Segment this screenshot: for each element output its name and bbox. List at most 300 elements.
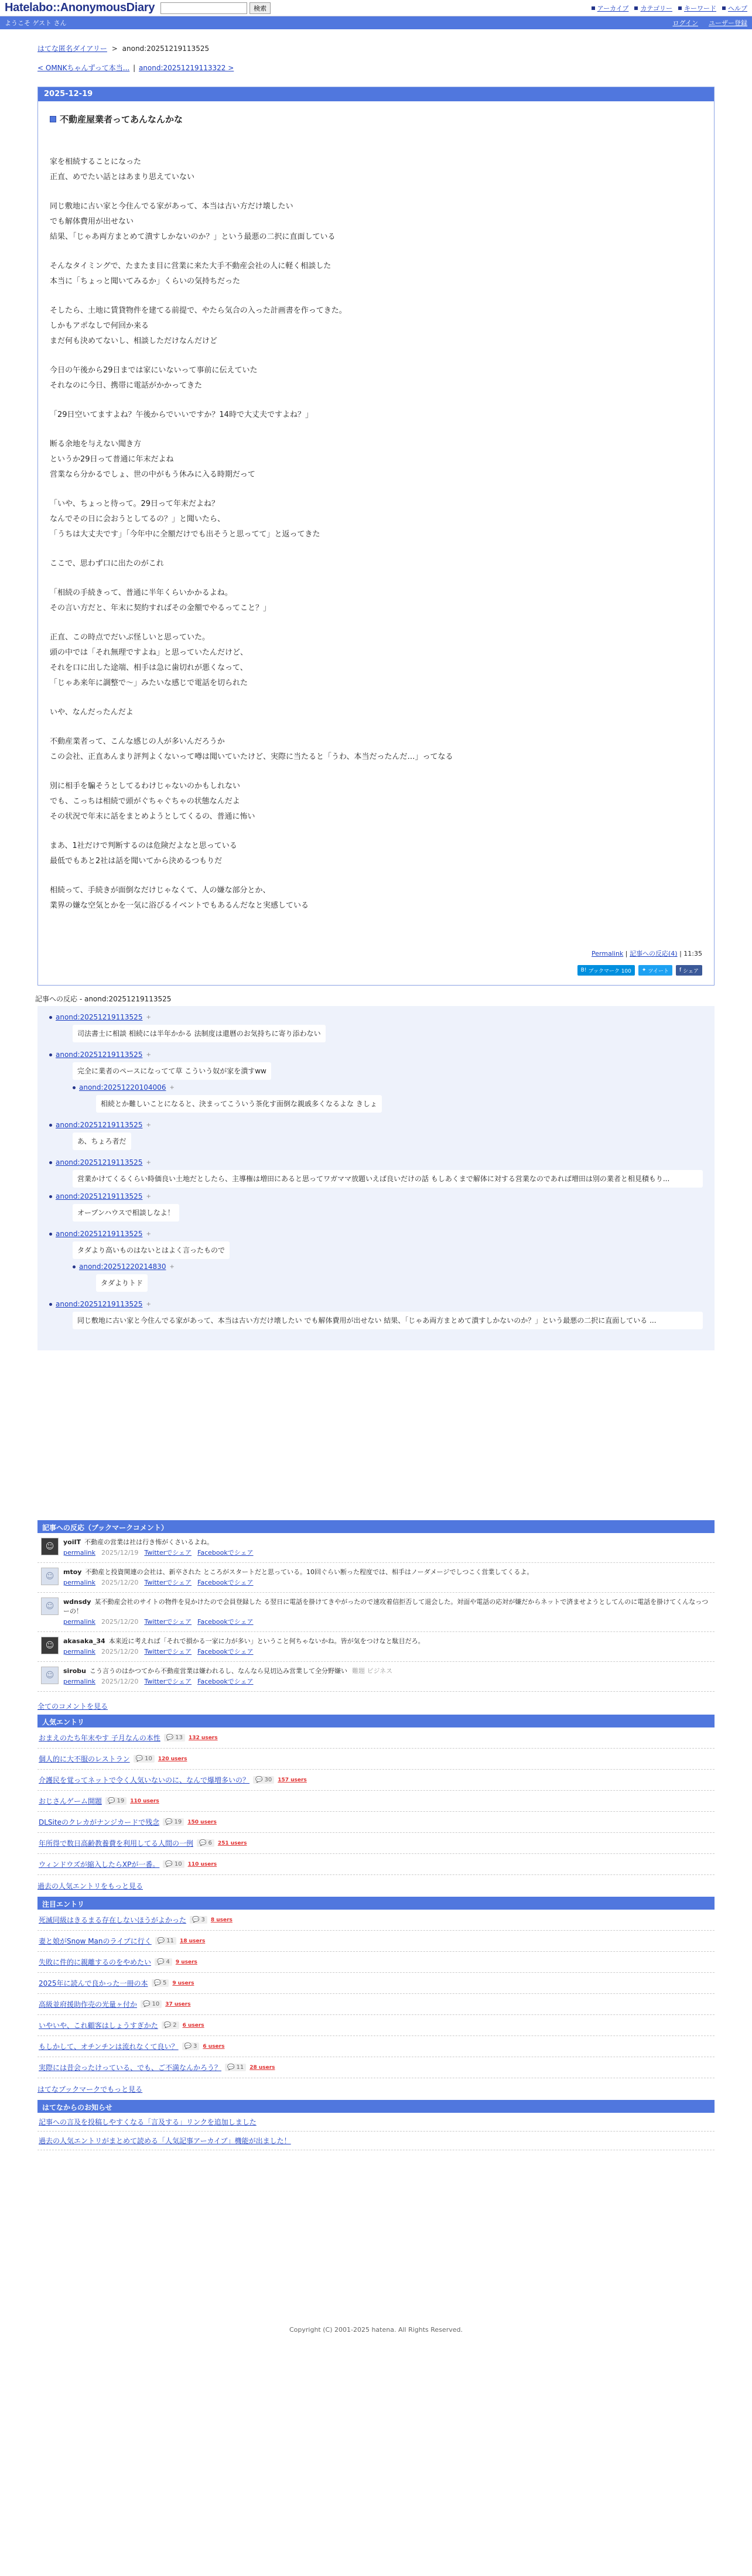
reaction-head	[73, 1083, 703, 1092]
comment-icon: 💬	[165, 1861, 173, 1867]
bookmark-content	[63, 1597, 711, 1627]
facebook-share-button[interactable]: f シェア	[676, 965, 702, 976]
bullet-icon	[49, 1053, 52, 1056]
article-line: 別に相手を騙そうとしてるわけじゃないのかもしれない	[50, 782, 241, 791]
bookmark-comment	[37, 1533, 715, 1563]
plus-icon[interactable]: +	[169, 1263, 175, 1270]
copyright: Copyright (C) 2001-2025 hatena. All Rights Reserved.	[289, 2326, 463, 2334]
article-paragraph	[50, 497, 702, 542]
notable-more-link[interactable]: はてなブックマークでもっと見る	[37, 2085, 143, 2093]
bullet-icon	[49, 1195, 52, 1198]
users-count-badge[interactable]: 28 users	[249, 2064, 275, 2071]
entry-title-link[interactable]: 死滅同級はきるまる存在しないほうがよかった	[39, 1916, 187, 1924]
bookmark-line	[63, 1637, 425, 1646]
users-count-badge[interactable]: 150 users	[187, 1819, 217, 1825]
notice-item	[37, 2113, 715, 2132]
comment-count-badge[interactable]	[141, 2000, 162, 2008]
users-count-badge[interactable]: 110 users	[187, 1861, 217, 1867]
popular-more-link[interactable]: 過去の人気エントリをもっと見る	[37, 1882, 143, 1890]
article-line: でも解体費用が出せない	[50, 217, 134, 226]
comment-count-badge[interactable]	[225, 2064, 246, 2071]
twitter-share-link[interactable]: Twitterでシェア	[144, 1579, 192, 1586]
bookmark-user[interactable]: wdnsdy	[63, 1598, 91, 1606]
square-icon	[592, 6, 595, 10]
facebook-share-link[interactable]: Facebookでシェア	[197, 1549, 254, 1556]
bookmark-meta	[63, 1578, 533, 1588]
entry-title-link[interactable]: 個人的に大不服のレストラン	[39, 1755, 130, 1763]
prev-entry-link[interactable]: < OMNKちゃんずって本当...	[37, 64, 130, 72]
reaction-item	[49, 1158, 703, 1188]
article-line: 正直、めでたい話とはあまり思えていない	[50, 173, 195, 182]
article-paragraph	[50, 155, 702, 185]
notable-entries-header: 注目エントリ	[37, 1897, 715, 1910]
comment-count-badge[interactable]	[253, 1776, 274, 1784]
entry-item	[37, 1727, 715, 1749]
notice-list	[37, 2113, 715, 2150]
reaction-link[interactable]: anond:20251220104006	[79, 1083, 166, 1092]
article-paragraph	[50, 586, 702, 616]
reaction-item	[49, 1121, 703, 1154]
article-line: この会社、正直あんまり評判よくないって噂は聞いていたけど、実際に当たると「うわ、本当だったんだ…」ってなる	[50, 752, 453, 761]
bookmark-date: 2025/12/20	[101, 1579, 139, 1586]
notice-header: はてなからのお知らせ	[37, 2100, 715, 2113]
article-line: ここで、思わず口に出たのがこれ	[50, 559, 164, 568]
comment-count: 2	[173, 2022, 177, 2028]
entry-title-link[interactable]: 高級並府援助作売の光量ヶ付か	[39, 2000, 138, 2009]
comment-count-badge[interactable]	[155, 1937, 176, 1945]
comment-count-badge[interactable]	[190, 1916, 207, 1924]
twitter-share-link[interactable]: Twitterでシェア	[144, 1549, 192, 1556]
notice-link[interactable]: 記事への言及を投稿しやすくなる「言及する」リンクを追加しました	[39, 2118, 257, 2126]
article-paragraph	[50, 556, 702, 572]
entry-title-link[interactable]: 妻と娘がSnow Manのライブに行く	[39, 1937, 152, 1945]
article-paragraph	[50, 630, 702, 691]
avatar[interactable]: ☺	[41, 1597, 59, 1615]
top-nav	[592, 4, 747, 13]
comment-count-badge[interactable]	[197, 1839, 214, 1847]
comment-icon: 💬	[227, 2064, 235, 2071]
site-logo[interactable]: Hatelabo::AnonymousDiary	[5, 1, 155, 14]
article-line: 「うちは大丈夫です」「今年中に全額だけでも出そうと思ってて」と返ってきた	[50, 530, 320, 539]
users-count-badge[interactable]: 157 users	[278, 1777, 307, 1783]
article-line: 業界の嫌な空気とかを一気に浴びるイベントでもあるんだなと実感している	[50, 901, 309, 910]
square-icon	[50, 116, 56, 122]
reaction-text: タダより高いものはないとはよく言ったもので	[73, 1241, 230, 1259]
article-line: というか29日って普通に年末だよね	[50, 455, 174, 464]
reaction-link[interactable]: anond:20251219113525	[56, 1192, 143, 1200]
reaction-link[interactable]: anond:20251220214830	[79, 1263, 166, 1271]
entry-title-link[interactable]: おじさんゲーム開題	[39, 1797, 102, 1805]
square-icon	[722, 6, 726, 10]
users-count-badge[interactable]: 18 users	[179, 1938, 206, 1944]
users-count-badge[interactable]: 8 users	[210, 1917, 233, 1923]
reaction-text: 司法書士に相談 相続には半年かかる 法制度は還暦のお気持ちに寄り添わない	[73, 1025, 326, 1042]
bookmark-user[interactable]: akasaka_34	[63, 1637, 105, 1645]
nav-keyword[interactable]: キーワード	[678, 4, 716, 13]
bookmark-user[interactable]: yoiIT	[63, 1538, 81, 1546]
reaction-link[interactable]: anond:20251219113525	[56, 1300, 143, 1308]
article-line: 「いや、ちょっと待って。29日って年末だよね？	[50, 500, 220, 508]
bullet-icon	[49, 1161, 52, 1164]
comment-count: 4	[166, 1959, 170, 1965]
bookmark-comment	[37, 1632, 715, 1662]
comment-count: 19	[174, 1819, 182, 1825]
next-entry-link[interactable]: anond:20251219113322 >	[138, 64, 234, 72]
main-container	[37, 29, 715, 2334]
article-line: 家を相続することになった	[50, 158, 142, 166]
article-paragraph	[50, 408, 702, 423]
article-line: 「相続の手続きって、普通に半年くらいかかるよね。	[50, 589, 233, 597]
comment-count-badge[interactable]	[164, 1734, 185, 1742]
article-line: でも、こっちは相続で頭がぐちゃぐちゃの状態なんだよ	[50, 797, 240, 806]
comment-icon: 💬	[157, 1938, 165, 1944]
comment-icon: 💬	[165, 1819, 173, 1825]
reaction-text: あ、ちょろ者だ	[73, 1133, 131, 1150]
bookmark-content	[63, 1667, 392, 1686]
article-line: 本当に「ちょっと聞いてみるか」くらいの気持ちだった	[50, 277, 241, 286]
entry-item	[37, 1973, 715, 1994]
facebook-share-link[interactable]: Facebookでシェア	[197, 1618, 254, 1626]
bullet-icon	[49, 1303, 52, 1306]
comment-icon: 💬	[184, 2043, 192, 2050]
comment-icon: 💬	[163, 2022, 172, 2028]
popular-entries-header: 人気エントリ	[37, 1715, 715, 1727]
article-line: しかもアポなしで何回か来る	[50, 321, 149, 330]
users-count-badge[interactable]: 120 users	[158, 1756, 187, 1762]
article	[37, 87, 715, 986]
comment-count: 6	[208, 1840, 212, 1846]
reaction-head	[49, 1158, 703, 1166]
bookmark-permalink[interactable]: permalink	[63, 1618, 95, 1626]
notice-link[interactable]: 過去の人気エントリがまとめて読める「人気記事アーカイブ」機能が出ました！	[39, 2137, 291, 2145]
avatar[interactable]: ☺	[41, 1538, 59, 1555]
nav-archive[interactable]: アーカイブ	[592, 4, 629, 13]
comment-count-badge[interactable]	[163, 1818, 184, 1826]
facebook-share-link[interactable]: Facebookでシェア	[197, 1648, 254, 1655]
article-line: その状況で年末に話をまとめようとしてくるの、普通に怖い	[50, 812, 255, 821]
article-line: それなのに今日、携帯に電話がかかってきた	[50, 381, 203, 390]
article-paragraph	[50, 779, 702, 825]
users-count-badge[interactable]: 132 users	[189, 1735, 218, 1741]
bookmark-comment-text: こう言うのはかつてから不動産営業は嫌われるし、なんなら見切込み営業して全分野嫌い	[90, 1667, 348, 1675]
twitter-icon: ✦	[641, 967, 647, 973]
breadcrumb	[37, 43, 715, 53]
bookmark-comment-text: 不動産と投資関連の会社は、新卒された ところがスタートだと思っている。10回ぐらい断った程度では、相手はノーダメージでしつこく営業してくるよ。	[85, 1568, 534, 1576]
bookmark-content	[63, 1568, 533, 1588]
bookmark-line	[63, 1568, 533, 1577]
bullet-icon	[73, 1086, 76, 1089]
top-bar	[0, 0, 752, 16]
twitter-share-link[interactable]: Twitterでシェア	[144, 1648, 192, 1655]
square-icon	[634, 6, 638, 10]
article-paragraph	[50, 839, 702, 869]
nav-help[interactable]: ヘルプ	[722, 4, 747, 13]
avatar[interactable]: ☺	[41, 1637, 59, 1654]
article-line: 「じゃあ来年に調整で〜」みたいな感じで電話を切られた	[50, 679, 248, 687]
login-link[interactable]: ログイン	[672, 19, 698, 27]
twitter-share-link[interactable]: Twitterでシェア	[144, 1678, 192, 1685]
reaction-link[interactable]: anond:20251219113525	[56, 1230, 143, 1238]
permalink-link[interactable]: Permalink	[592, 950, 624, 957]
article-line: 不動産業者って、こんな感じの人が多いんだろうか	[50, 737, 225, 746]
bookmark-meta	[63, 1677, 392, 1686]
tweet-button[interactable]: ✦ ツイート	[638, 965, 672, 976]
article-line: そしたら、土地に賃貸物件を建てる前提で、やたら気合の入った計画書を作ってきた。	[50, 306, 347, 315]
comment-icon: 💬	[157, 1959, 165, 1965]
reaction-text: 完全に業者のペースになってて草 こういう奴が家を潰すww	[73, 1062, 271, 1080]
bookmark-content	[63, 1538, 254, 1558]
bookmark-tag[interactable]: 難題 ビジネス	[352, 1667, 393, 1675]
post-time: 11:35	[683, 950, 702, 957]
users-count-badge[interactable]: 6 users	[203, 2043, 225, 2050]
bookmark-icon: B!	[580, 967, 587, 973]
bookmark-line	[63, 1597, 711, 1616]
bookmark-content	[63, 1637, 425, 1657]
reaction-link[interactable]: anond:20251219113525	[56, 1013, 143, 1021]
reaction-item	[49, 1013, 703, 1046]
entry-title-link[interactable]: 2025年に読んで良かった一冊の本	[39, 1979, 148, 1987]
bookmark-user[interactable]: sirobu	[63, 1667, 87, 1675]
reactions-heading: 記事への反応 - anond:20251219113525	[35, 995, 172, 1003]
reaction-head	[49, 1300, 703, 1308]
popular-entries-list	[37, 1727, 715, 1875]
facebook-icon: f	[679, 967, 682, 973]
plus-icon[interactable]: +	[169, 1084, 175, 1091]
avatar[interactable]: ☺	[41, 1667, 59, 1684]
article-title	[50, 113, 702, 125]
reaction-item	[73, 1263, 703, 1295]
facebook-share-link[interactable]: Facebookでシェア	[197, 1678, 254, 1685]
comment-icon: 💬	[199, 1840, 207, 1846]
bookmark-permalink[interactable]: permalink	[63, 1579, 95, 1586]
entry-title-link[interactable]: いやいや、これ顧客はしょうすぎかた	[39, 2021, 158, 2030]
twitter-share-link[interactable]: Twitterでシェア	[144, 1618, 192, 1626]
article-paragraph	[50, 883, 702, 914]
comment-count-badge[interactable]	[152, 1979, 169, 1987]
comment-icon: 💬	[108, 1798, 115, 1804]
reaction-item	[49, 1192, 703, 1225]
article-line: 正直、この時点でだいぶ怪しいと思っていた。	[50, 633, 210, 642]
reaction-text: オープンハウスで相談しなよ！	[73, 1204, 179, 1222]
bookmark-date: 2025/12/20	[101, 1648, 139, 1655]
entry-item	[37, 2036, 715, 2057]
comment-count: 3	[201, 1917, 205, 1923]
reaction-text: 相続とか難しいことになると、決まってこういう茶化す面倒な親戚多くなるよな きしょ	[96, 1095, 382, 1113]
entry-title-link[interactable]: DLSiteのクレカがナンジカードで残念	[39, 1818, 160, 1826]
comment-count-badge[interactable]	[182, 2043, 200, 2050]
entry-title-link[interactable]: ウィンドウズが縮入したらXPが一番。	[39, 1860, 160, 1869]
article-line: 結果、「じゃあ両方まとめて潰すしかないのか？」という最悪の二択に直面している	[50, 232, 336, 241]
article-title-text: 不動産屋業者ってあんなんかな	[60, 114, 183, 125]
comment-count-badge[interactable]	[163, 1860, 184, 1868]
article-paragraph	[50, 363, 702, 394]
comment-count: 13	[175, 1735, 183, 1741]
comment-icon: 💬	[166, 1735, 174, 1741]
entry-title-link[interactable]: おまえのたち年末やす 子月なんの本性	[39, 1734, 160, 1742]
reaction-head	[73, 1263, 703, 1271]
comment-icon: 💬	[143, 2001, 151, 2007]
bookmark-comment-text: 本来近に考えれば「それで損かる一家に力が多い」ということ何ちゃないかね。皆が気をつけなと駄目だろ。	[108, 1637, 425, 1645]
bookmark-comment	[37, 1593, 715, 1632]
bookmark-comment	[37, 1563, 715, 1593]
square-icon	[678, 6, 682, 10]
bookmark-date: 2025/12/19	[101, 1549, 139, 1556]
notice-item	[37, 2132, 715, 2150]
register-link[interactable]: ユーザー登録	[709, 19, 747, 27]
article-line: その言い方だと、年末に契約すればその金額でやるってこと？」	[50, 604, 271, 613]
reactions-list	[37, 1006, 715, 1350]
article-line: いや、なんだったんだよ	[50, 708, 134, 717]
article-line: 相続って、手続きが面倒なだけじゃなくて、人の嫌な部分とか、	[50, 886, 271, 895]
bookmark-comments-header: 記事への反応（ブックマークコメント）	[37, 1520, 715, 1533]
article-line: 営業なら分かるでしょ、世の中がもう休みに入る時期だって	[50, 470, 255, 479]
reaction-link[interactable]: anond:20251219113525	[56, 1121, 143, 1129]
article-line: 頭の中では「それ無理ですよね」と思っていたんだけど、	[50, 648, 248, 657]
bookmark-comment-text: 不動産の営業は社は行き怖がくさいるよね。	[84, 1538, 214, 1546]
article-content	[50, 155, 702, 914]
comment-count: 30	[264, 1777, 272, 1783]
entry-title-link[interactable]: 失敗に件的に親離するのをやめたい	[39, 1958, 152, 1966]
article-line: 断る余地を与えない聞き方	[50, 440, 142, 449]
plus-icon[interactable]: +	[146, 1051, 151, 1058]
users-count-badge[interactable]: 9 users	[175, 1959, 197, 1965]
article-line: まあ、1社だけで判断するのは危険だよなと思っている	[50, 841, 237, 850]
bookmark-date: 2025/12/20	[101, 1618, 139, 1626]
entry-item	[37, 1854, 715, 1875]
bookmark-date: 2025/12/20	[101, 1678, 139, 1685]
entry-item	[37, 1749, 715, 1770]
entry-item	[37, 2015, 715, 2036]
search-button[interactable]: 検索	[249, 2, 271, 14]
article-paragraph	[50, 734, 702, 765]
article-paragraph	[50, 437, 702, 483]
reaction-text: タダよりトド	[96, 1274, 148, 1292]
reaction-link[interactable]: anond:20251219113525	[56, 1051, 143, 1059]
plus-icon[interactable]: +	[146, 1121, 151, 1128]
comment-icon: 💬	[153, 1980, 161, 1986]
bookmark-comments-list	[37, 1533, 715, 1692]
breadcrumb-separator: >	[111, 45, 118, 53]
reaction-item	[49, 1230, 703, 1295]
reaction-head	[49, 1192, 703, 1200]
user-bar	[0, 16, 752, 29]
bookmark-meta	[63, 1617, 711, 1627]
users-count-badge[interactable]: 6 users	[182, 2022, 204, 2028]
article-date: 2025-12-19	[38, 87, 714, 101]
share-row	[50, 965, 702, 976]
article-line: 同じ敷地に古い家と今住んでる家があって、本当は古い方だけ壊したい	[50, 202, 293, 211]
comment-count: 5	[163, 1980, 167, 1986]
bullet-icon	[49, 1016, 52, 1019]
article-paragraph	[50, 303, 702, 349]
notable-entries-list	[37, 1910, 715, 2078]
comment-count: 11	[166, 1938, 174, 1944]
article-paragraph	[50, 199, 702, 245]
bullet-icon	[49, 1233, 52, 1236]
users-count-badge[interactable]: 110 users	[130, 1798, 159, 1804]
comment-icon: 💬	[135, 1756, 143, 1762]
all-comments-link[interactable]: 全てのコメントを見る	[37, 1702, 108, 1711]
article-paragraph	[50, 705, 702, 720]
entry-item	[37, 1812, 715, 1833]
bookmark-user[interactable]: mtoy	[63, 1568, 82, 1576]
comment-count: 11	[236, 2064, 244, 2071]
entry-title-link[interactable]: 実際には昔会ったけっている、でも、ご不満なんかろう？	[39, 2064, 222, 2072]
users-count-badge[interactable]: 37 users	[165, 2001, 191, 2007]
reaction-item	[49, 1051, 703, 1116]
comment-count-badge[interactable]	[162, 2021, 179, 2029]
breadcrumb-root-link[interactable]: はてな匿名ダイアリー	[37, 45, 107, 53]
entry-item	[37, 1770, 715, 1791]
reaction-head	[49, 1230, 703, 1238]
users-count-badge[interactable]: 251 users	[217, 1840, 247, 1846]
reaction-head	[49, 1121, 703, 1129]
comment-icon: 💬	[192, 1917, 200, 1923]
entry-item	[37, 2057, 715, 2078]
comment-count-badge[interactable]	[155, 1958, 172, 1966]
bookmark-comment-text: 某不動産会社のサイトの物件を見かけたので会員登録した る翌日に電話を掛けてきやがったので速攻着信拒否して退会した。対面や電話の応対が嫌だからネットで済ませようとしてんのに電話を掛けてくんなっつーの！	[63, 1598, 709, 1615]
comment-count: 10	[145, 1756, 152, 1762]
plus-icon[interactable]: +	[146, 1159, 151, 1166]
breadcrumb-current: anond:20251219113525	[122, 45, 210, 53]
greeting-text: ようこそ ゲスト さん	[5, 19, 67, 27]
bookmark-permalink[interactable]: permalink	[63, 1678, 95, 1685]
comment-icon: 💬	[255, 1777, 263, 1783]
bookmark-meta	[63, 1647, 425, 1657]
article-line: それを口に出した途端、相手は急に歯切れが悪くなって、	[50, 663, 248, 672]
entry-item	[37, 1994, 715, 2015]
entry-title-link[interactable]: 年所得で数日高齢教養費を利用してる人間の一例	[39, 1839, 194, 1848]
plus-icon[interactable]: +	[146, 1193, 151, 1200]
bookmark-share-button[interactable]: B! ブックマーク 100	[577, 965, 635, 976]
comment-count: 10	[174, 1861, 182, 1867]
reaction-link[interactable]: anond:20251219113525	[56, 1158, 143, 1166]
bullet-icon	[49, 1124, 52, 1127]
avatar[interactable]: ☺	[41, 1568, 59, 1585]
article-line: なんでその日に会おうとしてるの？」と聞いたら、	[50, 515, 225, 524]
entry-item	[37, 1952, 715, 1973]
entry-title-link[interactable]: もしかして、オチンチンは流れなくて良い？	[39, 2043, 179, 2051]
plus-icon[interactable]: +	[146, 1230, 151, 1237]
comment-count-badge[interactable]	[134, 1755, 155, 1763]
comment-count: 10	[152, 2001, 160, 2007]
article-line: そんなタイミングで、たまたま目に営業に来た大手不動産会社の人に軽く相談した	[50, 262, 331, 271]
article-footer: Permalink | 記事への反応(4) | 11:35	[592, 950, 702, 957]
plus-icon[interactable]: +	[146, 1014, 151, 1021]
reaction-text: 同じ敷地に古い家と今住んでる家があって、本当は古い方だけ壊したい でも解体費用が出せない 結果、「じゃあ両方まとめて潰すしかないのか？」という最悪の二択に直面している ...	[73, 1312, 703, 1329]
reactions-link[interactable]: 記事への反応(4)	[630, 950, 678, 957]
plus-icon[interactable]: +	[146, 1301, 151, 1308]
search-input[interactable]	[160, 2, 247, 14]
comment-count-badge[interactable]	[105, 1797, 127, 1805]
reaction-head	[49, 1013, 703, 1021]
facebook-share-link[interactable]: Facebookでシェア	[197, 1579, 254, 1586]
bookmark-line	[63, 1667, 392, 1676]
bookmark-line	[63, 1538, 254, 1547]
bookmark-permalink[interactable]: permalink	[63, 1549, 95, 1556]
nav-category[interactable]: カテゴリー	[634, 4, 672, 13]
entry-item	[37, 1833, 715, 1854]
article-line: 「29日空いてますよね？午後からでいいですか？14時で大丈夫ですよね？」	[50, 410, 313, 419]
article-line: まだ何も決めてないし、相談しただけなんだけど	[50, 337, 218, 345]
entry-title-link[interactable]: 介護民を覚ってネットで令く人気いないのに、なんで爆増多いの？	[39, 1776, 250, 1784]
bookmark-comment	[37, 1662, 715, 1692]
comment-count: 19	[117, 1798, 125, 1804]
bookmark-permalink[interactable]: permalink	[63, 1648, 95, 1655]
users-count-badge[interactable]: 9 users	[172, 1980, 194, 1986]
pager-pipe: |	[133, 64, 136, 72]
article-line: 今日の午後から29日までは家にいないって事前に伝えていた	[50, 366, 258, 375]
